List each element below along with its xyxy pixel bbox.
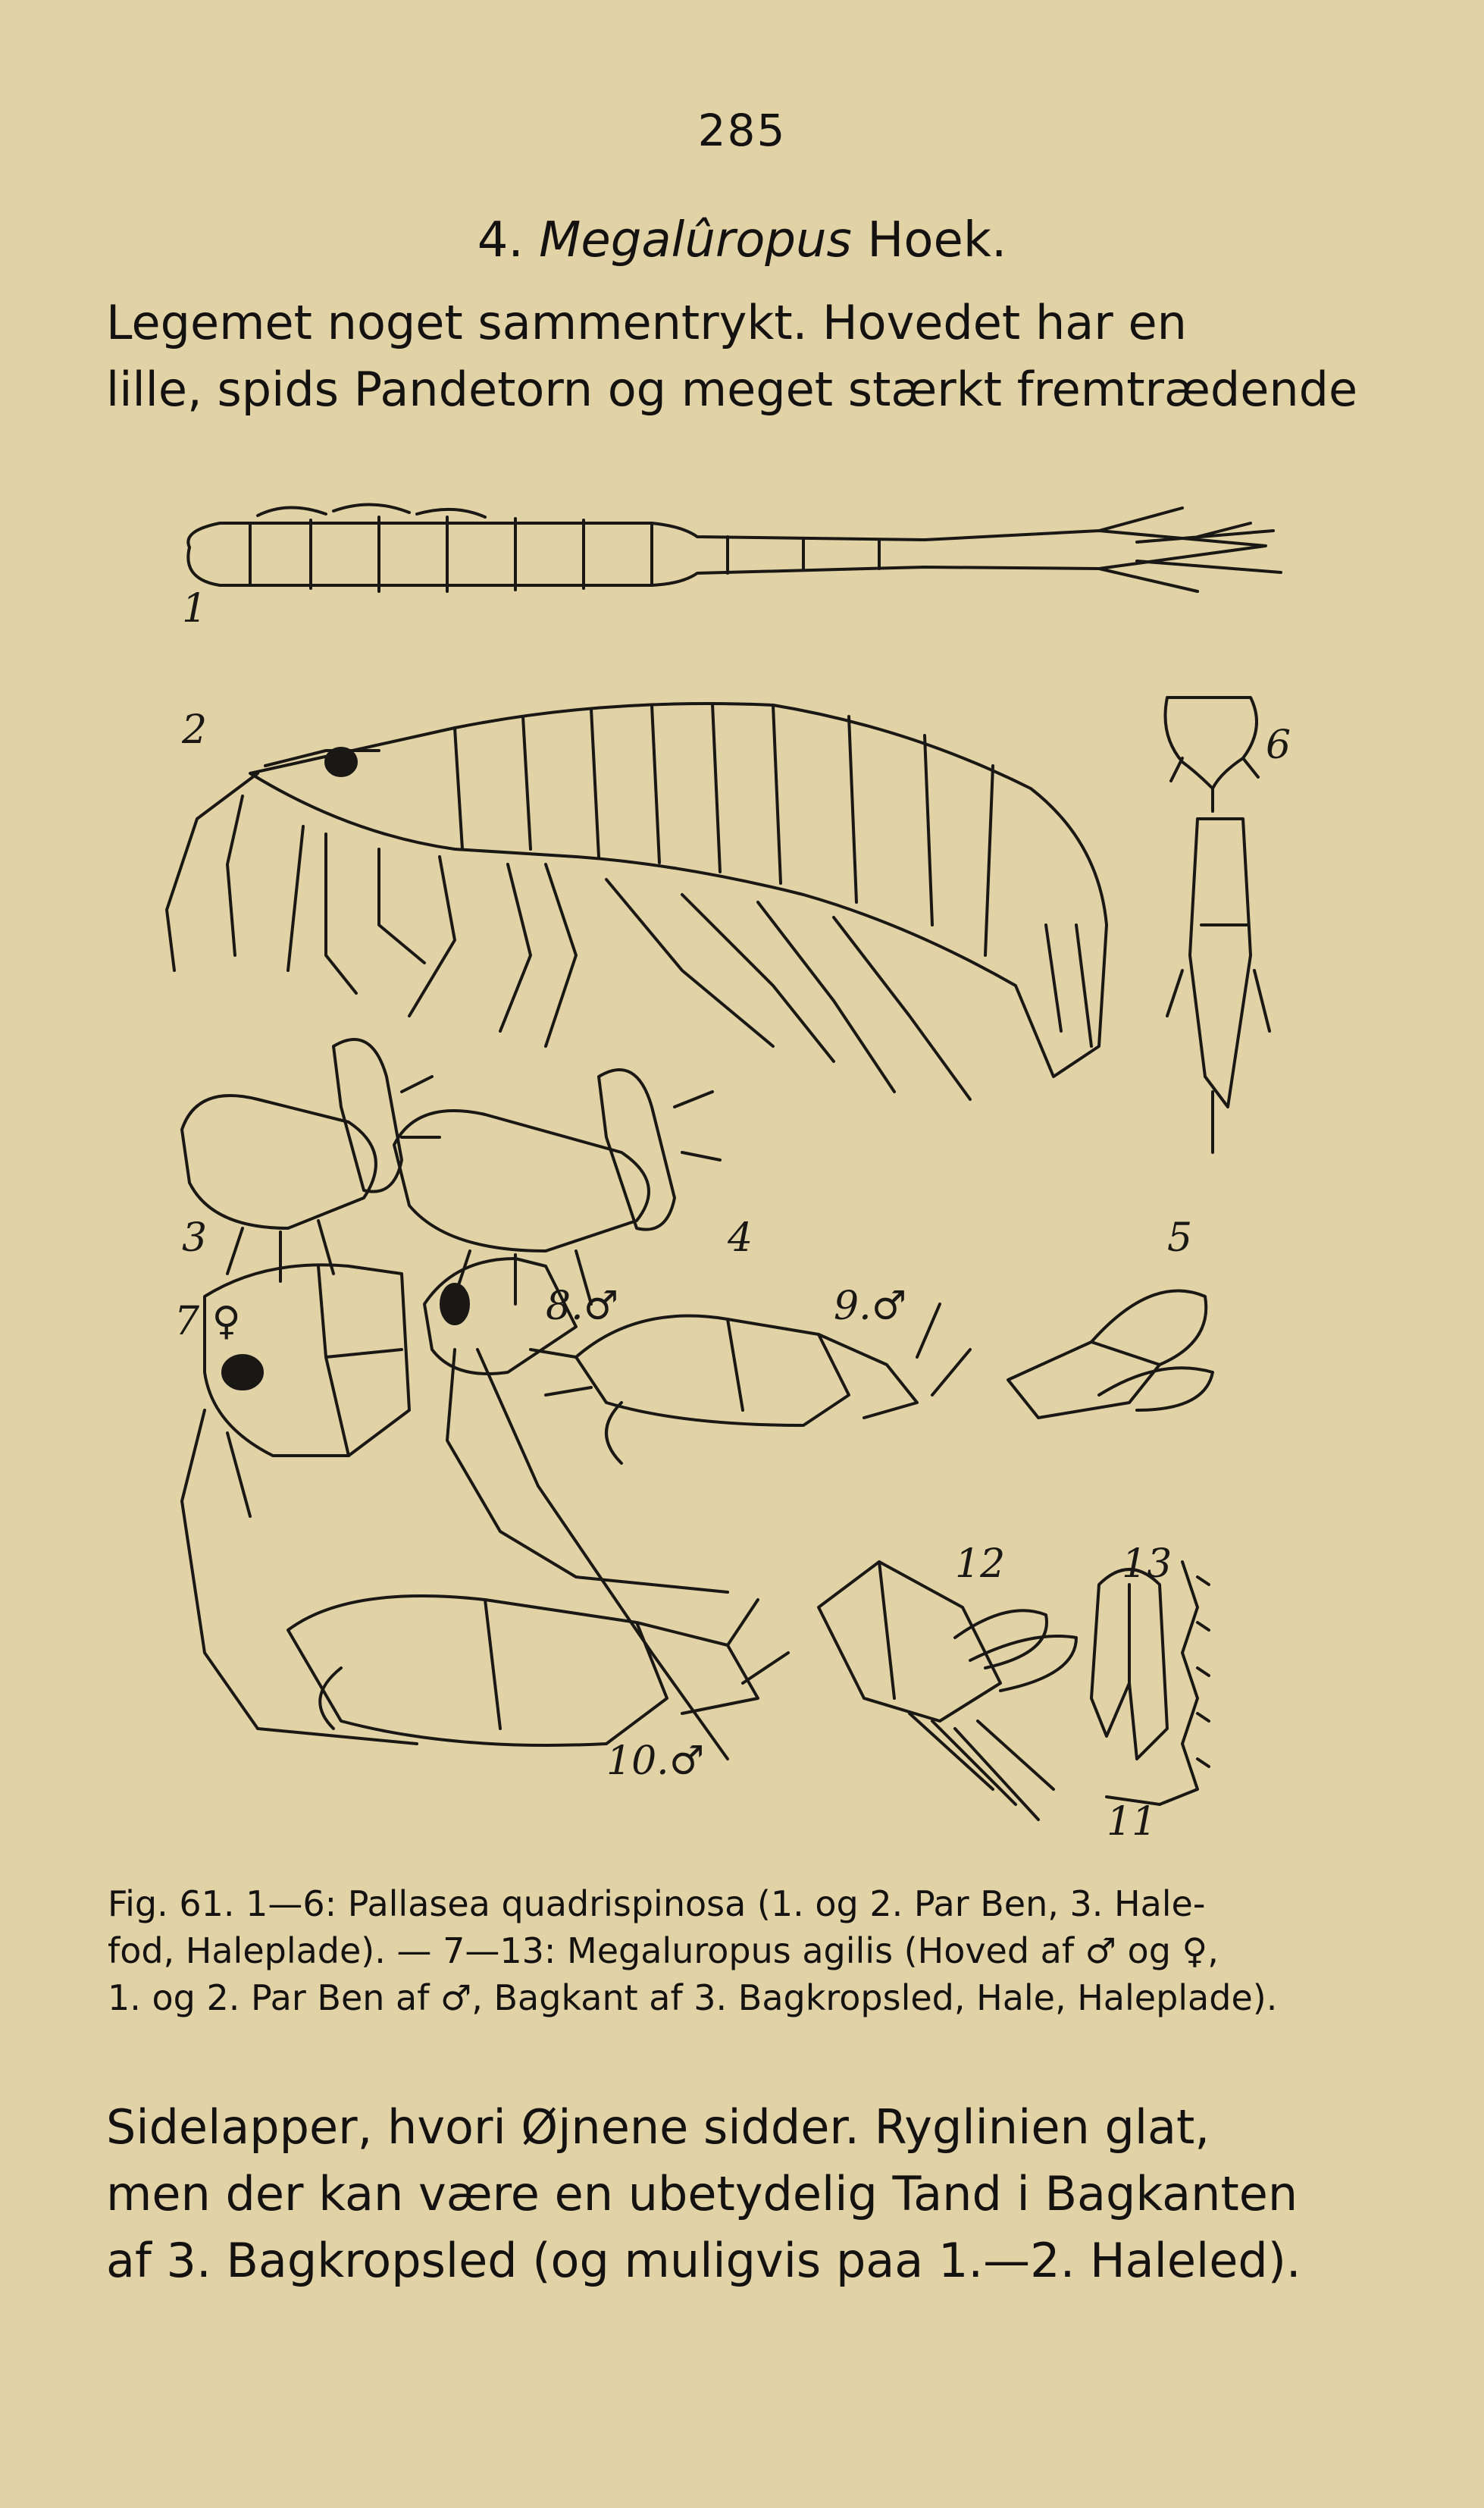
drawing-upper-right-appendage (1008, 1291, 1213, 1419)
heading-genus: Megalûropus (539, 212, 852, 268)
drawing-5-appendage (1167, 819, 1270, 1152)
drawing-8-head-male (424, 1259, 728, 1759)
body-line-1: Sidelapper, hvori Øjnene sidder. Ryglinien glat, (106, 2099, 1210, 2155)
figure-label-12: 12 (955, 1541, 1006, 1587)
section-heading (0, 212, 1484, 268)
figure-caption (108, 1880, 1328, 2021)
drawing-1-dorsal-view (188, 504, 1281, 591)
drawing-11-segment-edge (1107, 1562, 1209, 1804)
intro-paragraph (106, 290, 1358, 423)
figure-label-7: 7 ♀ (174, 1299, 241, 1344)
figure-61-illustration (152, 500, 1334, 1850)
figure-label-2: 2 (182, 707, 208, 753)
figure-label-1: 1 (182, 586, 208, 632)
page-number: 285 (697, 105, 787, 156)
intro-line-2: lille, spids Pandetorn og meget stærkt fremtrædende (106, 362, 1358, 417)
heading-number: 4. (477, 212, 524, 268)
figure-label-3: 3 (182, 1215, 208, 1261)
figure-label-13: 13 (1122, 1541, 1172, 1587)
body-paragraph (106, 2094, 1326, 2294)
intro-line-1: Legemet noget sammentrykt. Hovedet har en (106, 295, 1187, 350)
caption-line-2: fod, Haleplade). — 7—13: Megaluropus agilis (Hoved af ♂ og ♀, (108, 1930, 1219, 1971)
figure-label-4: 4 (728, 1215, 753, 1261)
heading-author: Hoek. (867, 212, 1007, 268)
drawing-4-tail-foot (394, 1070, 720, 1304)
figure-label-5: 5 (1167, 1215, 1193, 1261)
figure-label-11: 11 (1107, 1799, 1157, 1845)
figure-drawing (152, 500, 1334, 1850)
figure-label-8: 8.♂ (546, 1284, 619, 1329)
drawing-2-lateral-view (167, 704, 1107, 1099)
body-line-3: af 3. Bagkropsled (og muligvis paa 1.—2. Haleled). (106, 2233, 1301, 2288)
caption-line-1: Fig. 61. 1—6: Pallasea quadrispinosa (1. og 2. Par Ben, 3. Hale- (108, 1883, 1206, 1924)
caption-line-3: 1. og 2. Par Ben af ♂, Bagkant af 3. Bagkropsled, Hale, Haleplade). (108, 1977, 1278, 2018)
drawing-10-second-leg-male (288, 1596, 788, 1745)
drawing-3-tail-foot (182, 1039, 440, 1281)
drawing-13-tail-plate (1091, 1569, 1167, 1759)
drawing-12-tail (819, 1562, 1076, 1820)
figure-label-6: 6 (1266, 723, 1291, 768)
figure-label-10: 10.♂ (606, 1738, 705, 1784)
drawing-6-tail-plate (1166, 698, 1259, 811)
figure-label-9: 9.♂ (834, 1284, 907, 1329)
body-line-2: men der kan være en ubetydelig Tand i Bagkanten (106, 2166, 1298, 2221)
